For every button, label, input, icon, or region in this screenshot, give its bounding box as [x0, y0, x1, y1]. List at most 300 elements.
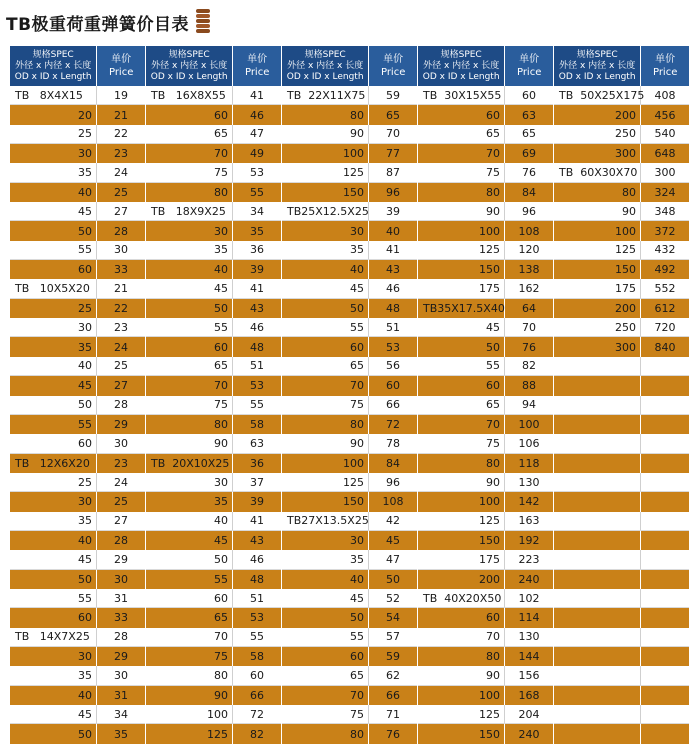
price-table-column	[553, 46, 689, 744]
spec-cell: 50	[10, 396, 97, 414]
spec-header-dims-en: OD x ID x Length	[558, 71, 636, 82]
price-cell: 28	[114, 630, 128, 644]
spec-header	[554, 46, 641, 86]
table-row	[554, 337, 689, 356]
price-cell: 88	[522, 379, 536, 393]
table-row	[282, 666, 417, 685]
price-header-en: Price	[516, 67, 542, 78]
spec-cell: TB27X13.5X25	[282, 512, 369, 530]
spec-cell: 80	[146, 415, 233, 434]
table-row	[282, 608, 417, 627]
spec-cell: 40	[146, 260, 233, 279]
price-cell: 46	[250, 320, 264, 334]
table-row	[418, 86, 553, 105]
table-row	[146, 608, 281, 627]
spec-cell: 200	[418, 570, 505, 589]
price-cell: 48	[250, 340, 264, 354]
table-row	[146, 628, 281, 647]
price-cell: 168	[518, 688, 540, 702]
price-cell: 72	[386, 418, 400, 432]
price-cell	[641, 628, 689, 646]
table-row	[146, 724, 281, 743]
table-row	[418, 260, 553, 279]
table-row	[282, 454, 417, 473]
page-title: TB极重荷重弹簧价目表	[6, 14, 190, 35]
table-row	[418, 125, 553, 144]
spec-cell: 90	[418, 202, 505, 220]
spec-cell: 25	[10, 125, 97, 143]
price-cell: 24	[114, 166, 128, 180]
price-cell: 48	[386, 301, 400, 315]
price-cell: 840	[654, 340, 676, 354]
price-cell: 60	[386, 379, 400, 393]
spec-cell: 75	[418, 434, 505, 452]
price-cell: 144	[518, 650, 540, 664]
table-row	[10, 202, 145, 221]
price-cell: 240	[518, 572, 540, 586]
spec-cell: 55	[10, 589, 97, 607]
spec-cell: 60	[10, 260, 97, 279]
table-row	[10, 724, 145, 743]
spec-cell: 45	[146, 279, 233, 297]
spring-icon	[195, 7, 211, 37]
table-row	[10, 550, 145, 569]
spec-cell: TB 60X30X70	[554, 163, 641, 181]
table-row	[554, 86, 689, 105]
table-row	[554, 686, 689, 705]
price-cell: 27	[114, 379, 128, 393]
spec-cell: 30	[146, 473, 233, 491]
spec-cell: TB25X12.5X25	[282, 202, 369, 220]
price-cell: 60	[522, 88, 536, 102]
spec-cell: TB 50X25X175	[554, 86, 641, 104]
price-cell: 25	[114, 495, 128, 509]
table-row	[554, 260, 689, 279]
price-cell: 53	[386, 340, 400, 354]
price-cell: 30	[114, 243, 128, 257]
price-cell: 41	[386, 243, 400, 257]
table-row	[282, 183, 417, 202]
table-row	[146, 492, 281, 511]
spec-cell: 65	[146, 357, 233, 375]
spec-cell: 90	[282, 125, 369, 143]
table-row	[554, 241, 689, 260]
spec-cell	[554, 473, 641, 491]
table-row	[282, 357, 417, 376]
price-cell: 223	[518, 552, 540, 566]
spec-cell: 80	[554, 183, 641, 202]
spec-header	[10, 46, 97, 86]
price-cell: 43	[250, 301, 264, 315]
table-row	[10, 570, 145, 589]
price-cell: 34	[250, 204, 264, 218]
price-header	[369, 46, 417, 86]
price-cell: 27	[114, 514, 128, 528]
price-header	[97, 46, 145, 86]
price-table-column	[417, 46, 553, 744]
spec-cell: 50	[10, 570, 97, 589]
spec-cell: 35	[146, 241, 233, 259]
spec-cell: 125	[282, 163, 369, 181]
table-row	[554, 531, 689, 550]
price-cell: 106	[518, 436, 540, 450]
spec-cell: 35	[10, 666, 97, 684]
price-cell: 45	[386, 534, 400, 548]
table-row	[282, 686, 417, 705]
spec-cell	[554, 415, 641, 434]
table-row	[282, 512, 417, 531]
table-row	[418, 241, 553, 260]
price-cell: 30	[114, 668, 128, 682]
price-cell: 130	[518, 630, 540, 644]
spec-cell: 75	[418, 163, 505, 181]
table-row	[554, 570, 689, 589]
table-row	[10, 279, 145, 298]
price-cell: 138	[518, 263, 540, 277]
price-cell: 78	[386, 436, 400, 450]
spec-header-cn: 规格SPEC	[440, 49, 482, 60]
spec-cell: 90	[146, 434, 233, 452]
price-cell: 58	[250, 650, 264, 664]
price-cell: 41	[250, 514, 264, 528]
table-row	[418, 570, 553, 589]
spec-cell: TB 12X6X20	[10, 454, 97, 473]
price-cell: 31	[114, 591, 128, 605]
spec-cell: 45	[146, 531, 233, 550]
spec-cell: 55	[10, 241, 97, 259]
spec-cell	[554, 357, 641, 375]
price-cell: 39	[250, 495, 264, 509]
price-cell: 55	[250, 630, 264, 644]
price-cell: 70	[522, 320, 536, 334]
table-row	[418, 454, 553, 473]
price-cell	[641, 376, 689, 395]
price-cell: 50	[386, 572, 400, 586]
table-row	[554, 724, 689, 743]
table-row	[10, 686, 145, 705]
table-row	[146, 666, 281, 685]
table-header	[554, 46, 689, 86]
table-row	[282, 337, 417, 356]
price-cell: 33	[114, 611, 128, 625]
spec-cell: 50	[282, 299, 369, 318]
spec-cell: 250	[554, 125, 641, 143]
spec-cell: 100	[418, 492, 505, 511]
table-row	[418, 415, 553, 434]
table-row	[554, 279, 689, 298]
price-cell: 48	[250, 572, 264, 586]
price-cell: 76	[522, 340, 536, 354]
spec-cell: 100	[418, 221, 505, 240]
price-cell: 54	[386, 611, 400, 625]
spec-cell: 60	[146, 337, 233, 356]
spec-cell: 80	[282, 415, 369, 434]
spec-cell: 80	[418, 454, 505, 473]
price-cell: 47	[386, 552, 400, 566]
price-cell: 408	[654, 88, 676, 102]
table-row	[554, 608, 689, 627]
table-row	[418, 318, 553, 337]
spec-cell: 125	[418, 512, 505, 530]
spec-header-dims-cn: 外径 x 内径 x 长度	[423, 60, 500, 71]
spec-cell: 45	[418, 318, 505, 336]
table-row	[418, 647, 553, 666]
price-cell	[641, 724, 689, 743]
spec-cell: 60	[418, 608, 505, 627]
table-row	[146, 686, 281, 705]
table-row	[554, 705, 689, 724]
spec-cell: 50	[146, 299, 233, 318]
price-header-cn: 单价	[247, 54, 268, 65]
table-row	[282, 144, 417, 163]
table-row	[10, 396, 145, 415]
table-row	[10, 183, 145, 202]
price-cell: 22	[114, 301, 128, 315]
spec-cell: 60	[146, 105, 233, 124]
table-row	[10, 454, 145, 473]
table-row	[282, 396, 417, 415]
spec-cell: 150	[418, 531, 505, 550]
spec-cell: 65	[146, 125, 233, 143]
spec-cell: 150	[554, 260, 641, 279]
price-cell: 108	[518, 224, 540, 238]
price-cell: 70	[386, 127, 400, 141]
price-cell: 96	[386, 185, 400, 199]
table-row	[10, 105, 145, 124]
spec-cell: 90	[146, 686, 233, 705]
table-row	[282, 279, 417, 298]
spec-cell: 40	[10, 357, 97, 375]
price-cell: 36	[250, 456, 264, 470]
table-row	[10, 512, 145, 531]
price-cell: 21	[114, 108, 128, 122]
price-cell: 28	[114, 224, 128, 238]
table-row	[418, 531, 553, 550]
spec-cell: TB 16X8X55	[146, 86, 233, 104]
table-row	[554, 376, 689, 395]
price-header-en: Price	[652, 67, 678, 78]
price-cell: 96	[522, 204, 536, 218]
price-cell: 492	[654, 263, 676, 277]
price-cell: 108	[382, 495, 404, 509]
spec-cell: 40	[282, 260, 369, 279]
table-row	[146, 512, 281, 531]
table-row	[10, 589, 145, 608]
spec-cell: 100	[554, 221, 641, 240]
table-row	[282, 434, 417, 453]
price-cell: 130	[518, 475, 540, 489]
price-cell	[641, 415, 689, 434]
spec-cell: 200	[554, 105, 641, 124]
spec-cell: 125	[146, 724, 233, 743]
table-row	[146, 202, 281, 221]
table-row	[418, 628, 553, 647]
spec-cell	[554, 512, 641, 530]
price-cell: 65	[522, 127, 536, 141]
price-cell: 62	[386, 668, 400, 682]
price-cell: 76	[522, 166, 536, 180]
spec-cell: 55	[146, 318, 233, 336]
table-row	[554, 163, 689, 182]
price-header	[641, 46, 689, 86]
table-row	[146, 473, 281, 492]
price-cell: 49	[250, 147, 264, 161]
price-cell: 29	[114, 552, 128, 566]
table-row	[554, 221, 689, 240]
spec-cell: 70	[146, 628, 233, 646]
price-cell: 60	[250, 668, 264, 682]
price-cell: 30	[114, 572, 128, 586]
table-row	[146, 183, 281, 202]
spec-header	[418, 46, 505, 86]
spec-header-dims-en: OD x ID x Length	[286, 71, 364, 82]
table-row	[10, 163, 145, 182]
table-row	[10, 144, 145, 163]
spec-cell: 65	[146, 608, 233, 627]
table-header	[418, 46, 553, 86]
price-header-cn: 单价	[655, 54, 676, 65]
price-cell: 34	[114, 707, 128, 721]
price-cell: 43	[250, 534, 264, 548]
price-header-cn: 单价	[519, 54, 540, 65]
spec-cell: 60	[146, 589, 233, 607]
table-row	[146, 589, 281, 608]
price-cell: 35	[250, 224, 264, 238]
table-row	[282, 202, 417, 221]
spec-cell: 90	[554, 202, 641, 220]
spec-cell	[554, 396, 641, 414]
table-row	[418, 279, 553, 298]
table-row	[10, 318, 145, 337]
price-cell	[641, 589, 689, 607]
spec-header-dims-cn: 外径 x 内径 x 长度	[151, 60, 228, 71]
spec-cell: 80	[146, 183, 233, 202]
price-cell: 30	[114, 436, 128, 450]
spec-cell	[554, 434, 641, 452]
table-row	[282, 473, 417, 492]
price-cell: 87	[386, 166, 400, 180]
table-row	[282, 163, 417, 182]
price-cell: 162	[518, 282, 540, 296]
table-row	[282, 492, 417, 511]
price-cell: 612	[654, 301, 676, 315]
spec-cell: 60	[418, 376, 505, 395]
spec-cell: 50	[418, 337, 505, 356]
price-cell: 96	[386, 475, 400, 489]
price-cell: 720	[654, 320, 676, 334]
spec-cell: 175	[418, 550, 505, 568]
price-cell: 118	[518, 456, 540, 470]
price-cell: 372	[654, 224, 676, 238]
table-row	[418, 473, 553, 492]
spec-header	[282, 46, 369, 86]
price-cell: 71	[386, 707, 400, 721]
spec-cell: 45	[10, 550, 97, 568]
spec-cell: 60	[10, 434, 97, 452]
table-row	[418, 163, 553, 182]
price-cell: 28	[114, 534, 128, 548]
price-cell: 40	[386, 224, 400, 238]
price-header	[233, 46, 281, 86]
price-cell: 53	[250, 379, 264, 393]
price-cell: 163	[518, 514, 540, 528]
spec-cell: 100	[282, 454, 369, 473]
table-row	[418, 202, 553, 221]
table-row	[554, 647, 689, 666]
table-row	[146, 241, 281, 260]
table-row	[418, 221, 553, 240]
spec-cell: 80	[282, 724, 369, 743]
price-cell: 100	[518, 418, 540, 432]
spec-cell: 35	[10, 163, 97, 181]
table-row	[282, 628, 417, 647]
table-row	[10, 241, 145, 260]
table-row	[282, 241, 417, 260]
spec-cell: 300	[554, 337, 641, 356]
spec-cell: 75	[282, 396, 369, 414]
spec-cell: 175	[554, 279, 641, 297]
spec-cell: 70	[418, 144, 505, 163]
price-cell: 57	[386, 630, 400, 644]
table-row	[10, 415, 145, 434]
price-cell	[641, 531, 689, 550]
table-row	[554, 666, 689, 685]
price-cell	[641, 608, 689, 627]
price-cell: 540	[654, 127, 676, 141]
spec-cell	[554, 666, 641, 684]
spec-cell: 90	[418, 666, 505, 684]
table-row	[418, 337, 553, 356]
table-row	[146, 318, 281, 337]
table-row	[10, 608, 145, 627]
table-row	[146, 550, 281, 569]
price-cell: 39	[250, 263, 264, 277]
table-row	[554, 125, 689, 144]
table-row	[282, 570, 417, 589]
spec-cell	[554, 608, 641, 627]
spec-cell: 35	[10, 337, 97, 356]
spec-cell: 30	[10, 144, 97, 163]
spec-cell: 55	[282, 318, 369, 336]
price-cell: 28	[114, 398, 128, 412]
spec-header-cn: 规格SPEC	[32, 49, 74, 60]
price-cell: 59	[386, 650, 400, 664]
price-cell: 63	[522, 108, 536, 122]
spec-cell: 40	[10, 183, 97, 202]
spec-cell: 65	[282, 357, 369, 375]
table-row	[554, 202, 689, 221]
price-cell: 114	[518, 611, 540, 625]
price-header-en: Price	[108, 67, 134, 78]
price-cell	[641, 705, 689, 723]
price-cell: 22	[114, 127, 128, 141]
table-row	[10, 125, 145, 144]
table-row	[554, 396, 689, 415]
table-row	[282, 724, 417, 743]
price-cell: 46	[250, 552, 264, 566]
price-table-column	[10, 46, 145, 744]
spec-cell: 30	[282, 221, 369, 240]
price-cell: 300	[654, 166, 676, 180]
price-cell: 66	[386, 398, 400, 412]
price-cell: 324	[654, 185, 676, 199]
price-cell: 19	[114, 88, 128, 102]
price-cell	[641, 434, 689, 452]
price-cell: 192	[518, 534, 540, 548]
table-row	[418, 608, 553, 627]
table-row	[418, 492, 553, 511]
price-cell	[641, 647, 689, 666]
